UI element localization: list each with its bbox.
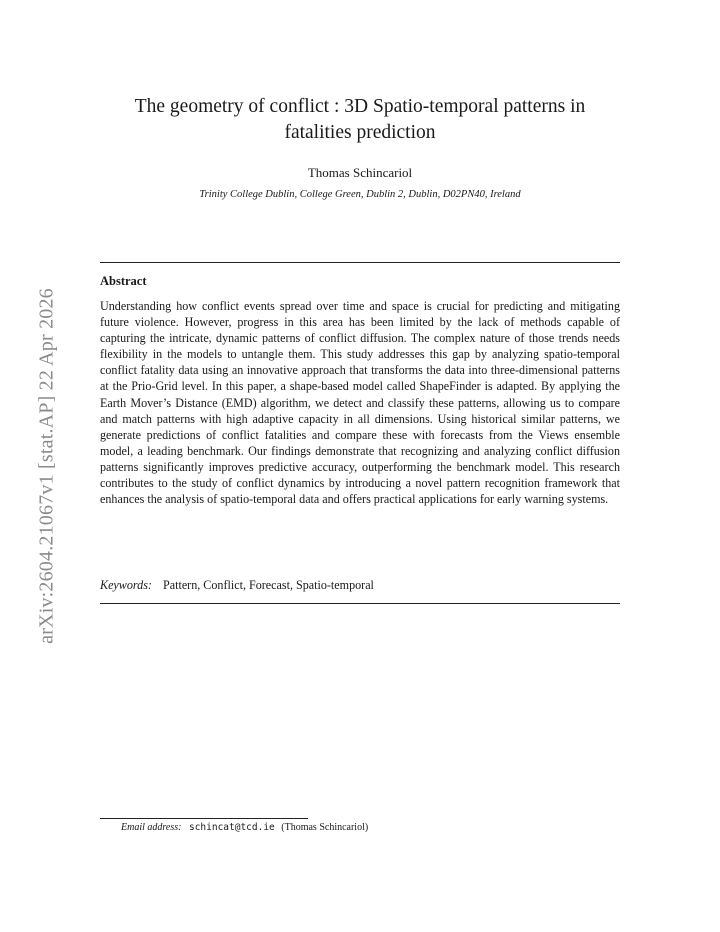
keywords-values: Pattern, Conflict, Forecast, Spatio-temporal	[163, 578, 374, 592]
abstract-text: Understanding how conflict events spread over time and space is crucial for predicting and mitigating future violence. However, progress in this area has been limited by the lack of methods capable of capturing the intricate, dynamic patterns of conflict diffusion. The complex nature of those trends needs flexibility in the models to untangle them. This study addresses this gap by analyzing spatio-temporal conflict fatality data using an innovative approach that transforms the data into three-dimensional patterns at the Prio-Grid level. In this paper, a shape-based model called ShapeFinder is adapted. By applying the Earth Mover’s Distance (EMD) algorithm, we detect and classify these patterns, allowing us to compare and match patterns with high adaptive capacity in all dimensions. Using historical similar patterns, we generate predictions of conflict fatalities and compare these with forecasts from the Views ensemble model, a leading benchmark. Our findings demonstrate that recognizing and analyzing conflict diffusion patterns significantly improves predictive accuracy, outperforming the benchmark model. This research contributes to the study of conflict dynamics by introducing a novel pattern recognition framework that enhances the analysis of spatio-temporal data and offers practical applications for early warning systems.	[100, 299, 620, 507]
paper-title-line-1: The geometry of conflict : 3D Spatio-temporal patterns in	[134, 96, 586, 117]
keywords	[100, 578, 620, 593]
abstract-heading: Abstract	[100, 274, 147, 288]
abstract-top-rule	[100, 262, 620, 263]
footnote	[121, 822, 368, 833]
footnote-email-label: Email address:	[121, 822, 182, 833]
footnote-rule	[100, 818, 308, 819]
abstract-bottom-rule	[100, 603, 620, 604]
author-affiliation: Trinity College Dublin, College Green, Dublin 2, Dublin, D02PN40, Ireland	[199, 189, 521, 200]
paper-title	[100, 94, 620, 146]
keywords-label: Keywords:	[100, 578, 152, 592]
footnote-author-name: (Thomas Schincariol)	[281, 822, 369, 833]
footnote-email[interactable]: schincat@tcd.ie	[188, 822, 275, 833]
paper-title-line-2: fatalities prediction	[284, 122, 436, 143]
arxiv-sidebar-stamp: arXiv:2604.21067v1 [stat.AP] 22 Apr 2026	[35, 288, 58, 644]
author-name: Thomas Schincariol	[307, 165, 413, 180]
